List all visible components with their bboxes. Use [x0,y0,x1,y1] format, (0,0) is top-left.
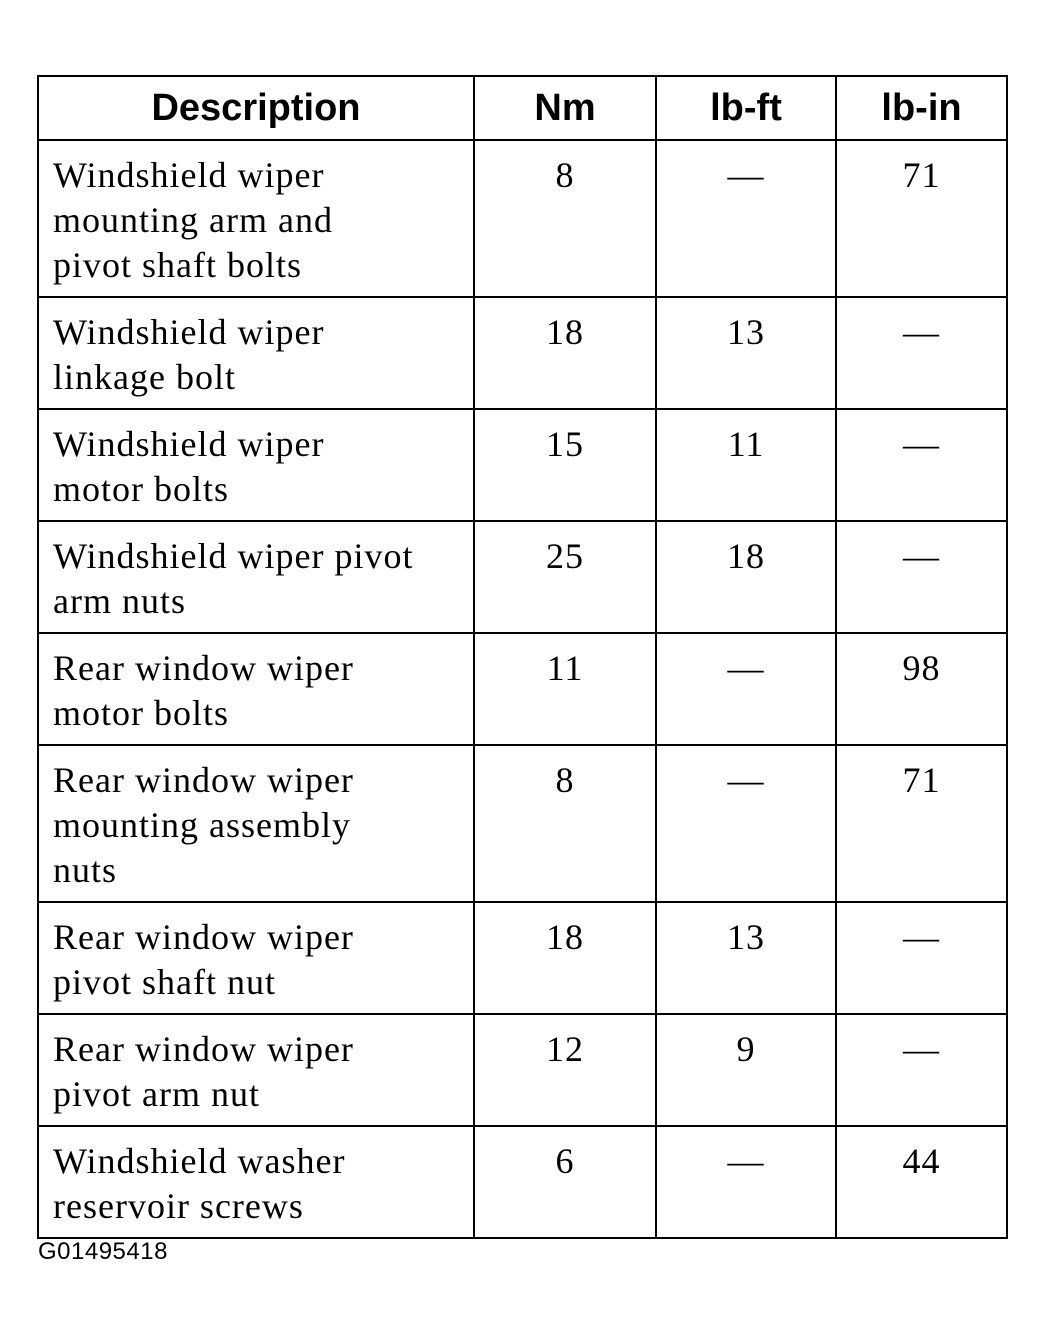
table-row [38,140,1007,297]
table-row [38,521,1007,633]
description-line: Rear window wiper [53,648,354,688]
description-line: pivot shaft bolts [53,245,302,285]
lb-in-cell: 44 [836,1126,1007,1238]
column-header-description: Description [38,76,474,140]
table-row [38,1014,1007,1126]
description-cell [38,409,474,521]
description-cell [38,902,474,1014]
lb-in-cell: 71 [836,140,1007,297]
lb-in-cell: — [836,902,1007,1014]
nm-cell: 8 [474,745,656,902]
lb-in-cell: — [836,297,1007,409]
nm-cell: 18 [474,902,656,1014]
description-line: Windshield wiper [53,312,325,352]
description-cell [38,521,474,633]
description-line: reservoir screws [53,1186,304,1226]
nm-cell: 11 [474,633,656,745]
nm-cell: 6 [474,1126,656,1238]
lb-in-cell: — [836,521,1007,633]
column-header-lb-ft: lb-ft [656,76,836,140]
description-cell [38,1126,474,1238]
table-header-row [38,76,1007,140]
lb-ft-cell: 9 [656,1014,836,1126]
description-cell [38,140,474,297]
description-line: arm nuts [53,581,186,621]
description-cell [38,297,474,409]
lb-ft-cell: 13 [656,902,836,1014]
description-line: motor bolts [53,693,230,733]
lb-in-cell: — [836,1014,1007,1126]
lb-ft-cell: — [656,1126,836,1238]
lb-ft-cell: — [656,745,836,902]
description-line: Rear window wiper [53,1029,354,1069]
description-line: Windshield wiper [53,155,325,195]
description-cell [38,633,474,745]
table-row [38,1126,1007,1238]
table-row [38,409,1007,521]
nm-cell: 12 [474,1014,656,1126]
lb-ft-cell: 18 [656,521,836,633]
description-line: linkage bolt [53,357,236,397]
table-row [38,633,1007,745]
description-line: pivot arm nut [53,1074,260,1114]
description-line: Windshield washer [53,1141,346,1181]
nm-cell: 25 [474,521,656,633]
lb-ft-cell: 13 [656,297,836,409]
torque-spec-table [37,75,1008,1239]
lb-ft-cell: 11 [656,409,836,521]
nm-cell: 8 [474,140,656,297]
lb-in-cell: 71 [836,745,1007,902]
lb-ft-cell: — [656,633,836,745]
nm-cell: 15 [474,409,656,521]
nm-cell: 18 [474,297,656,409]
description-line: Windshield wiper [53,424,325,464]
lb-in-cell: 98 [836,633,1007,745]
description-line: Rear window wiper [53,760,354,800]
description-cell [38,1014,474,1126]
description-line: Rear window wiper [53,917,354,957]
table-row [38,297,1007,409]
description-line: nuts [53,850,118,890]
column-header-nm: Nm [474,76,656,140]
description-line: mounting arm and [53,200,333,240]
lb-in-cell: — [836,409,1007,521]
description-line: Windshield wiper pivot [53,536,414,576]
lb-ft-cell: — [656,140,836,297]
description-line: mounting assembly [53,805,351,845]
description-line: pivot shaft nut [53,962,276,1002]
description-cell [38,745,474,902]
table-row [38,745,1007,902]
column-header-lb-in: lb-in [836,76,1007,140]
description-line: motor bolts [53,469,230,509]
table-row [38,902,1007,1014]
figure-id-label: G01495418 [38,1238,168,1265]
